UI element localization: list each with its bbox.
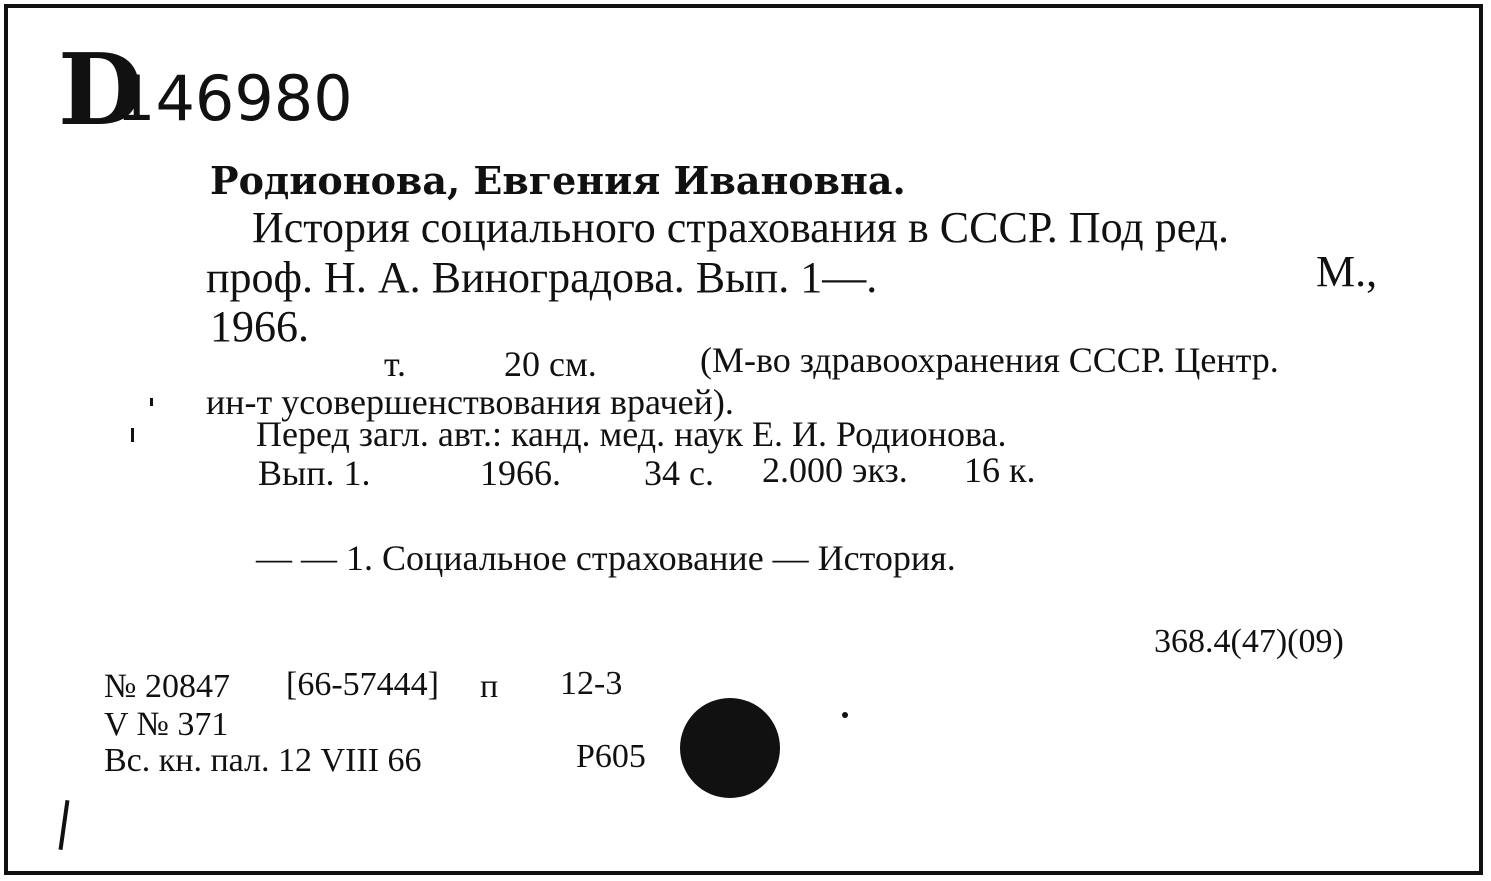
publication-year: 1966.: [210, 302, 309, 351]
chamber-date: Вс. кн. пал. 12 VIII 66: [104, 742, 422, 779]
physical-volumes: т.: [384, 344, 407, 384]
margin-speck-2: [131, 428, 134, 442]
note-author: Перед загл. авт.: канд. мед. наук Е. И. Родионова.: [256, 414, 1007, 454]
call-letter: D: [58, 33, 143, 148]
record-code: 12-3: [560, 665, 623, 702]
series-line-1: (М-во здравоохранения СССР. Центр.: [700, 340, 1279, 380]
punch-hole-dot: [680, 698, 780, 798]
volume-copies: 2.000 экз.: [762, 450, 908, 490]
margin-speck-1: [150, 398, 153, 406]
volume-year: 1966.: [480, 453, 561, 493]
volume-pages: 34 с.: [644, 453, 714, 493]
record-p: п: [480, 668, 499, 705]
title-line-2: проф. Н. А. Виноградова. Вып. 1—.: [206, 253, 878, 302]
volume-label: Вып. 1.: [258, 453, 371, 493]
volume-price: 16 к.: [964, 450, 1036, 490]
publication-place: М.,: [1316, 247, 1378, 296]
physical-size: 20 см.: [504, 344, 597, 384]
call-number: 146980: [116, 62, 353, 135]
record-bracket-number: [66-57444]: [286, 666, 439, 703]
print-code: Р605: [576, 738, 646, 775]
record-number: № 20847: [104, 668, 230, 705]
author-heading: Родионова, Евгения Ивановна.: [210, 158, 906, 203]
speck-3: [842, 712, 848, 718]
subject-heading: — — 1. Социальное страхование — История.: [256, 538, 956, 578]
title-line-1: История социального страхования в СССР. Под ред.: [252, 203, 1230, 252]
series-line-2: ин-т усовершенствования врачей).: [206, 382, 734, 422]
classification-code: 368.4(47)(09): [1154, 623, 1344, 660]
v-number: V № 371: [104, 706, 229, 743]
